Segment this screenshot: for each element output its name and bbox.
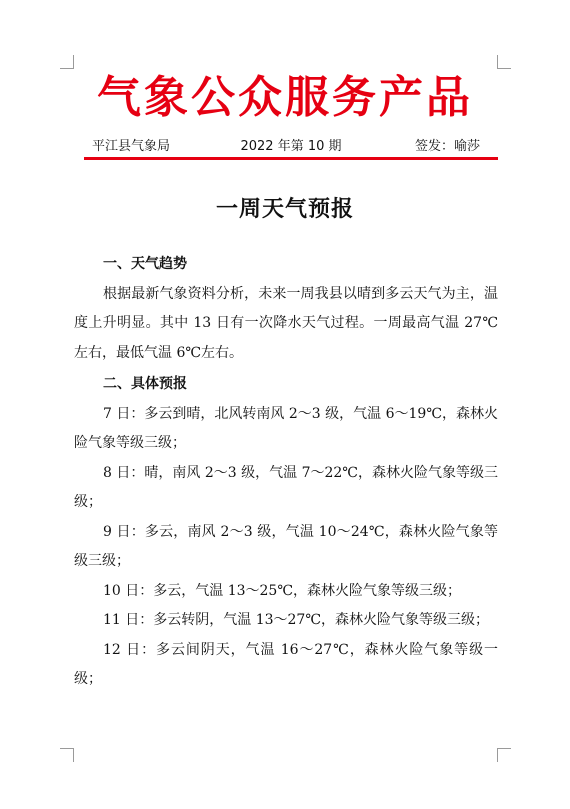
document-body [74, 248, 498, 695]
forecast-day-8: 8 日：晴，南风 2～3 级，气温 7～22℃，森林火险气象等级三级； [74, 464, 498, 510]
document-title: 一周天气预报 [215, 197, 354, 222]
forecast-day-11: 11 日：多云转阴，气温 13～27℃，森林火险气象等级三级； [103, 612, 490, 628]
section-heading-detail: 二、具体预报 [103, 376, 187, 392]
issue-info-line [84, 137, 498, 157]
issuing-agency: 平江县气象局 [92, 139, 171, 154]
masthead-title: 气象公众服务产品 [97, 72, 473, 123]
forecast-day-7: 7 日：多云到晴，北风转南风 2～3 级，气温 6～19℃，森林火险气象等级三级； [74, 405, 498, 451]
forecast-day-12: 12 日：多云间阴天，气温 16～27℃，森林火险气象等级一级； [74, 641, 498, 687]
page-corner-mark-bottom-right [497, 748, 511, 762]
issue-number: 2022 年第 10 期 [240, 139, 342, 154]
page-corner-mark-top-left [60, 55, 74, 69]
trend-paragraph: 根据最新气象资料分析，未来一周我县以晴到多云天气为主，温度上升明显。其中 13 日有一次降水天气过程。一周最高气温 27℃左右，最低气温 6℃左右。 [74, 285, 498, 361]
page-corner-mark-bottom-left [60, 748, 74, 762]
masthead-red-rule [84, 157, 498, 160]
section-heading-trend: 一、天气趋势 [103, 256, 187, 272]
forecast-day-10: 10 日：多云，气温 13～25℃，森林火险气象等级三级； [103, 582, 462, 599]
forecast-day-9: 9 日：多云，南风 2～3 级，气温 10～24℃，森林火险气象等级三级； [74, 523, 498, 569]
signed-by: 签发：喻莎 [414, 139, 480, 154]
page-corner-mark-top-right [497, 55, 511, 69]
